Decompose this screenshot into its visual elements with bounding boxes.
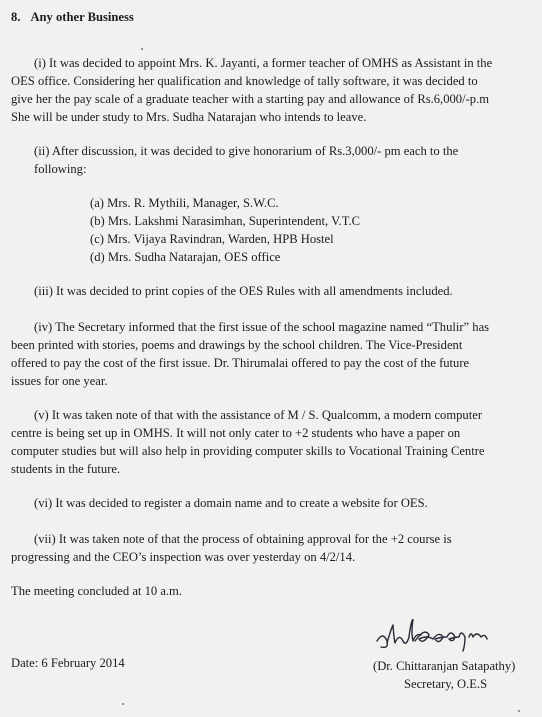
section-title: Any other Business — [30, 10, 134, 24]
item-iv-line-3: offered to pay the cost of the first issue. Dr. Thirumalai offered to pay the cost of the future — [11, 356, 470, 370]
item-i-line-1: (i) It was decided to appoint Mrs. K. Jayanti, a former teacher of OMHS as Assistant in the — [34, 56, 493, 70]
list-item-b: (b) Mrs. Lakshmi Narasimhan, Superintendent, V.T.C — [90, 214, 361, 228]
scan-speck — [141, 48, 143, 50]
item-ii-line-2: following: — [34, 162, 87, 176]
item-v-line-4: students in the future. — [11, 462, 121, 476]
item-vii-line-2: progressing and the CEO’s inspection was over yesterday on 4/2/14. — [11, 550, 356, 564]
item-iii-line-1: (iii) It was decided to print copies of the OES Rules with all amendments included. — [34, 284, 453, 298]
item-vi-line-1: (vi) It was decided to register a domain name and to create a website for OES. — [34, 496, 428, 510]
item-i-line-4: She will be under study to Mrs. Sudha Natarajan who intends to leave. — [11, 110, 367, 124]
closing-line: The meeting concluded at 10 a.m. — [11, 584, 183, 598]
scan-speck — [518, 710, 520, 712]
signatory-name: (Dr. Chittaranjan Satapathy) — [373, 659, 516, 673]
item-ii-line-1: (ii) After discussion, it was decided to give honorarium of Rs.3,000/- pm each to the — [34, 144, 459, 158]
list-item-d: (d) Mrs. Sudha Natarajan, OES office — [90, 250, 281, 264]
list-item-c: (c) Mrs. Vijaya Ravindran, Warden, HPB Hostel — [90, 232, 334, 246]
item-vii-line-1: (vii) It was taken note of that the process of obtaining approval for the +2 course is — [34, 532, 452, 546]
section-heading — [11, 8, 134, 26]
signatory-title: Secretary, O.E.S — [404, 677, 488, 691]
item-v-line-3: computer studies but will also help in providing computer skills to Vocational Training Centre — [11, 444, 485, 458]
handwritten-signature — [373, 619, 533, 657]
date-line: Date: 6 February 2014 — [11, 656, 125, 670]
item-i-line-2: OES office. Considering her qualification and knowledge of tally software, it was decided to — [11, 74, 478, 88]
scan-speck — [122, 703, 124, 705]
item-iv-line-4: issues for one year. — [11, 374, 108, 388]
item-iv-line-1: (iv) The Secretary informed that the first issue of the school magazine named “Thulir” has — [34, 320, 490, 334]
item-v-line-1: (v) It was taken note of that with the assistance of M / S. Qualcomm, a modern computer — [34, 408, 483, 422]
item-v-line-2: centre is being set up in OMHS. It will not only cater to +2 students who have a paper on — [11, 426, 461, 440]
list-item-a: (a) Mrs. R. Mythili, Manager, S.W.C. — [90, 196, 279, 210]
item-i-line-3: give her the pay scale of a graduate teacher with a starting pay and allowance of Rs.6,000/-p.m — [11, 92, 490, 106]
section-number: 8. — [11, 10, 21, 24]
item-iv-line-2: been printed with stories, poems and drawings by the school children. The Vice-President — [11, 338, 463, 352]
